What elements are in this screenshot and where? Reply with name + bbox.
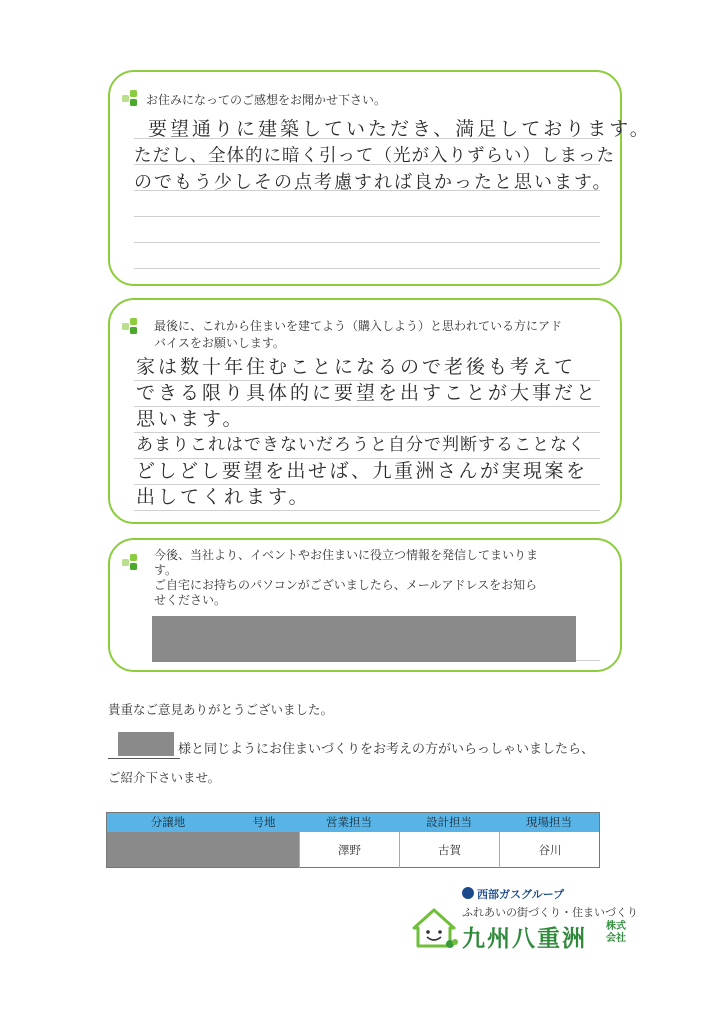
referral-message: 様と同じようにお住まいづくりをお考えの方がいらっしゃいましたら、 <box>178 742 595 757</box>
customer-name-underline <box>108 758 180 759</box>
company-suffix-top: 株式 <box>606 921 626 932</box>
newsletter-section <box>108 538 622 672</box>
advice-section <box>108 298 622 524</box>
answer-rule <box>134 406 600 407</box>
house-face-icon <box>410 906 458 950</box>
staff-table <box>106 812 600 868</box>
design-staff-cell: 古賀 <box>399 832 499 868</box>
answer-rule <box>134 380 600 381</box>
answer-rule <box>134 242 600 243</box>
answer-rule <box>134 268 600 269</box>
green-squares-icon <box>122 554 142 572</box>
handwritten-answer-line: どしどし要望を出せば、九重洲さんが実現案を <box>136 460 588 482</box>
table-header-cell: 設計担当 <box>399 813 499 832</box>
group-name: 西部ガスグループ <box>477 888 565 901</box>
table-header-cell: 分譲地 <box>107 813 229 832</box>
newsletter-line: す。 <box>154 563 178 577</box>
handwritten-answer-line: ただし、全体的に暗く引って（光が入りずらい）しまった <box>134 146 615 166</box>
advice-question-line: 最後に、これから住まいを建てよう（購入しよう）と思われている方にアド <box>154 319 563 333</box>
answer-rule <box>134 510 600 511</box>
impression-section <box>108 70 652 286</box>
customer-name-redaction <box>118 732 174 756</box>
answer-rule <box>134 458 600 459</box>
advice-question-line: バイスをお願いします。 <box>154 336 285 350</box>
lot-redaction <box>107 832 299 867</box>
company-name: 九州八重洲 <box>462 926 587 952</box>
handwritten-answer-line: 思います。 <box>136 408 245 430</box>
gas-flame-icon <box>462 887 474 899</box>
site-staff-cell: 谷川 <box>499 832 600 868</box>
impression-question: お住みになってのご感想をお聞かせ下さい。 <box>146 93 387 107</box>
thanks-message: 貴重なご意見ありがとうございました。 <box>108 702 334 717</box>
sales-staff-cell: 澤野 <box>299 832 399 868</box>
newsletter-line: 今後、当社より、イベントやお住まいに役立つ情報を発信してまいりま <box>154 548 539 562</box>
handwritten-answer-line: 要望通りに建築していただき、満足しております。 <box>148 118 652 140</box>
handwritten-answer-line: できる限り具体的に要望を出すことが大事だと <box>136 382 599 404</box>
answer-rule <box>576 660 600 661</box>
table-header-cell: 営業担当 <box>299 813 399 832</box>
referral-message-line2: ご紹介下さいませ。 <box>108 770 221 785</box>
handwritten-answer-line: 家は数十年住むことになるので老後も考えて <box>136 356 577 378</box>
handwritten-answer-line: あまりこれはできないだろうと自分で判断することなく <box>136 435 586 455</box>
company-suffix <box>606 921 626 945</box>
email-redaction <box>152 616 576 662</box>
answer-rule <box>134 432 600 433</box>
table-header-cell: 現場担当 <box>499 813 599 832</box>
newsletter-text <box>154 548 538 608</box>
green-squares-icon <box>122 90 142 108</box>
table-header-cell: 号地 <box>229 813 299 832</box>
handwritten-answer-line: のでもう少しその点考慮すれば良かったと思います。 <box>134 172 613 193</box>
newsletter-line: せください。 <box>154 593 227 607</box>
advice-question <box>154 318 562 352</box>
company-logo <box>410 884 640 956</box>
answer-rule <box>134 484 600 485</box>
company-suffix-bottom: 会社 <box>606 933 626 944</box>
answer-rule <box>134 216 600 217</box>
newsletter-line: ご自宅にお持ちのパソコンがございましたら、メールアドレスをお知ら <box>154 578 538 592</box>
logo-tagline: ふれあいの街づくり・住まいづくり <box>462 906 638 919</box>
green-squares-icon <box>122 318 142 336</box>
handwritten-answer-line: 出してくれます。 <box>136 486 311 508</box>
